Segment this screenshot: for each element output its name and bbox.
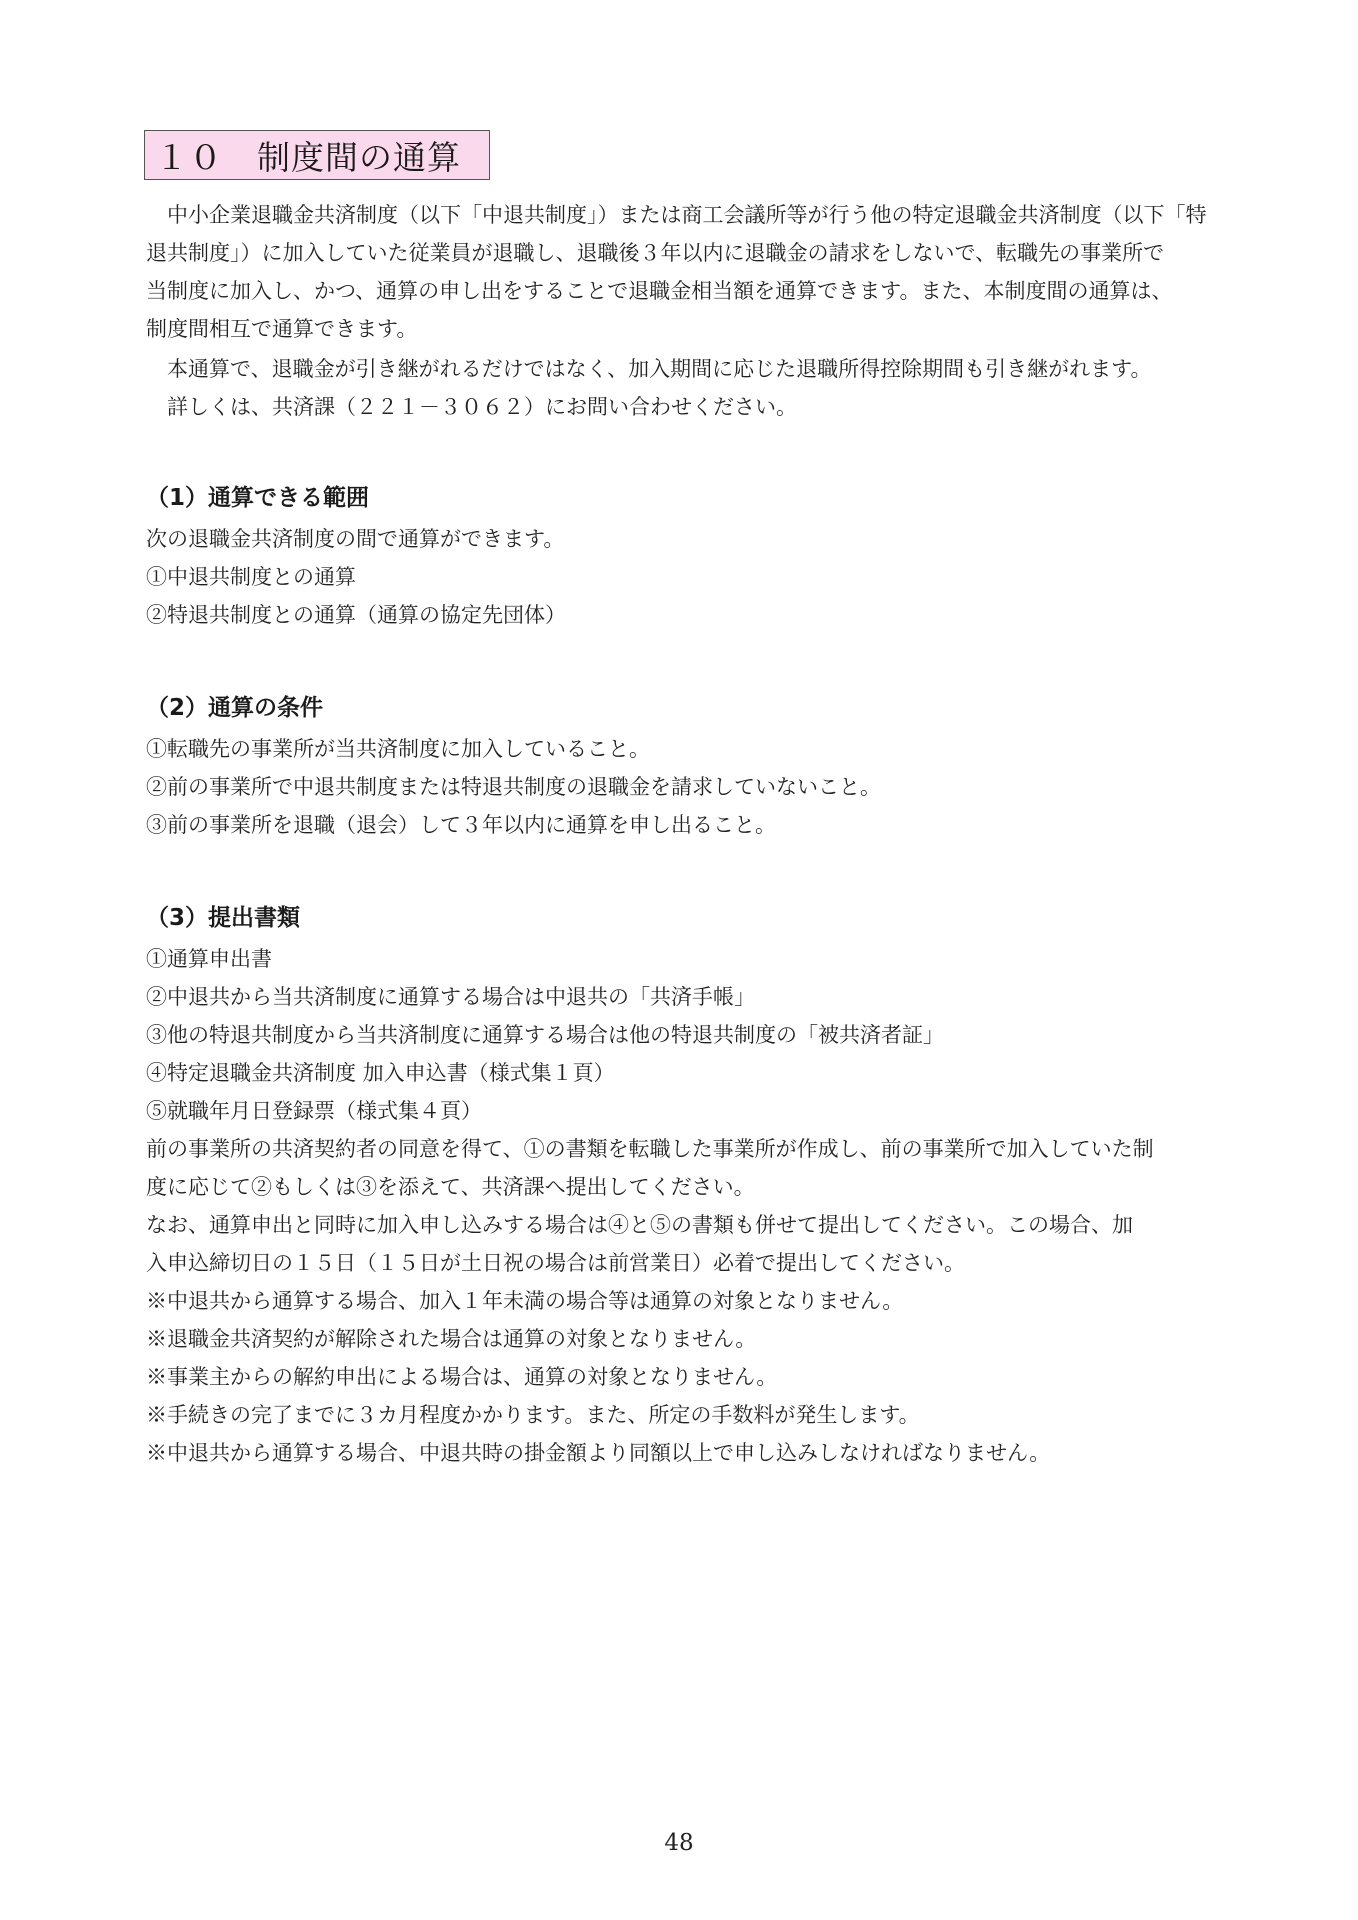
section-3-note: ※中退共から通算する場合、加入１年未満の場合等は通算の対象となりません。 (146, 1289, 904, 1313)
intro-line-4: 制度間相互で通算できます。 (146, 317, 418, 341)
section-1-line: ①中退共制度との通算 (146, 565, 356, 589)
section-1-line: ②特退共制度との通算（通算の協定先団体） (146, 603, 566, 627)
section-3-line: ⑤就職年月日登録票（様式集４頁） (146, 1099, 482, 1123)
section-2-heading: （2）通算の条件 (146, 695, 324, 721)
section-3-line: ③他の特退共制度から当共済制度に通算する場合は他の特退共制度の「被共済者証」 (146, 1023, 944, 1047)
section-3-note: ※手続きの完了までに３カ月程度かかります。また、所定の手数料が発生します。 (146, 1403, 920, 1427)
intro-line-5: 本通算で、退職金が引き継がれるだけではなく、加入期間に応じた退職所得控除期間も引き継がれます。 (167, 357, 1152, 381)
section-1-line: 次の退職金共済制度の間で通算ができます。 (146, 527, 565, 551)
intro-line-2: 退共制度」）に加入していた従業員が退職し、退職後３年以内に退職金の請求をしないで、転職先の事業所で (146, 241, 1165, 265)
section-3-note: ※事業主からの解約申出による場合は、通算の対象となりません。 (146, 1365, 778, 1389)
section-3-line: ④特定退職金共済制度 加入申込書（様式集１頁） (146, 1061, 615, 1085)
section-3-line: 前の事業所の共済契約者の同意を得て、①の書類を転職した事業所が作成し、前の事業所で加入していた制 (146, 1137, 1154, 1161)
section-title-box (144, 130, 490, 180)
section-3-line: 入申込締切日の１５日（１５日が土日祝の場合は前営業日）必着で提出してください。 (146, 1251, 965, 1275)
section-3-note: ※退職金共済契約が解除された場合は通算の対象となりません。 (146, 1327, 757, 1351)
section-3-line: ①通算申出書 (146, 947, 272, 971)
section-3-line: 度に応じて②もしくは③を添えて、共済課へ提出してください。 (146, 1175, 755, 1199)
section-3-note: ※中退共から通算する場合、中退共時の掛金額より同額以上で申し込みしなければなりません。 (146, 1441, 1051, 1465)
intro-line-1: 中小企業退職金共済制度（以下「中退共制度」）または商工会議所等が行う他の特定退職金共済制度（以下「特 (167, 203, 1207, 227)
intro-line-6: 詳しくは、共済課（２２１－３０６２）にお問い合わせください。 (167, 395, 797, 419)
section-3-line: ②中退共から当共済制度に通算する場合は中退共の「共済手帳」 (146, 985, 755, 1009)
page-number: 48 (664, 1830, 694, 1856)
section-1-heading: （1）通算できる範囲 (146, 485, 370, 511)
section-2-line: ③前の事業所を退職（退会）して３年以内に通算を申し出ること。 (146, 813, 776, 837)
intro-line-3: 当制度に加入し、かつ、通算の申し出をすることで退職金相当額を通算できます。また、本制度間の通算は、 (146, 279, 1173, 303)
section-2-line: ②前の事業所で中退共制度または特退共制度の退職金を請求していないこと。 (146, 775, 881, 799)
section-title: １０ 制度間の通算 (155, 137, 461, 177)
section-3-heading: （3）提出書類 (146, 905, 301, 931)
section-2-line: ①転職先の事業所が当共済制度に加入していること。 (146, 737, 650, 761)
section-3-line: なお、通算申出と同時に加入申し込みする場合は④と⑤の書類も併せて提出してください。この場合、加 (146, 1213, 1133, 1237)
